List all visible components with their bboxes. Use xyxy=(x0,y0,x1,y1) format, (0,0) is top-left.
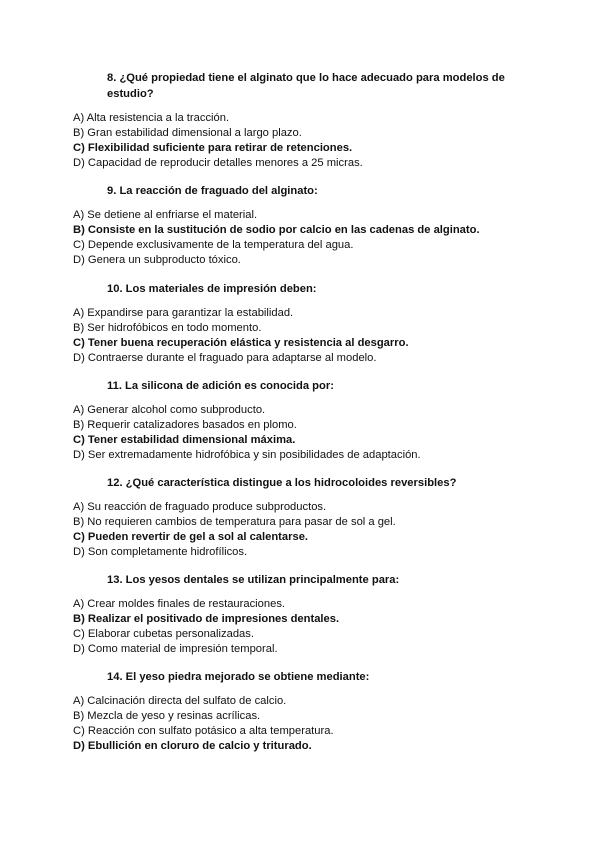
option-c-correct: C) Tener buena recuperación elástica y resistencia al desgarro. xyxy=(73,337,409,349)
option-a: A) Calcinación directa del sulfato de calcio. xyxy=(73,695,287,707)
option-c-correct: C) Flexibilidad suficiente para retirar de retenciones. xyxy=(73,142,353,154)
option-a: A) Su reacción de fraguado produce subproductos. xyxy=(73,501,327,513)
question-title: 14. El yeso piedra mejorado se obtiene mediante: xyxy=(107,671,370,683)
question-title: 8. ¿Qué propiedad tiene el alginato que lo hace adecuado para modelos de estudio? xyxy=(107,72,505,100)
question-14 xyxy=(73,669,533,754)
option-b: B) Ser hidrofóbicos en todo momento. xyxy=(73,322,262,334)
option-d: D) Genera un subproducto tóxico. xyxy=(73,254,241,266)
option-b: B) No requieren cambios de temperatura para pasar de sol a gel. xyxy=(73,516,396,528)
option-c: C) Elaborar cubetas personalizadas. xyxy=(73,628,254,640)
option-b-correct: B) Consiste en la sustitución de sodio por calcio en las cadenas de alginato. xyxy=(73,224,480,236)
question-8 xyxy=(73,70,533,171)
option-c: C) Reacción con sulfato potásico a alta temperatura. xyxy=(73,725,334,737)
option-c-correct: C) Pueden revertir de gel a sol al calentarse. xyxy=(73,531,309,543)
option-c-correct: C) Tener estabilidad dimensional máxima. xyxy=(73,434,296,446)
question-13 xyxy=(73,572,533,657)
option-d: D) Como material de impresión temporal. xyxy=(73,643,278,655)
option-a: A) Generar alcohol como subproducto. xyxy=(73,404,266,416)
option-c: C) Depende exclusivamente de la temperatura del agua. xyxy=(73,239,354,251)
option-d: D) Contraerse durante el fraguado para adaptarse al modelo. xyxy=(73,352,377,364)
question-title: 13. Los yesos dentales se utilizan principalmente para: xyxy=(107,574,400,586)
question-title: 10. Los materiales de impresión deben: xyxy=(107,283,317,295)
option-d: D) Ser extremadamente hidrofóbica y sin posibilidades de adaptación. xyxy=(73,449,421,461)
option-a: A) Alta resistencia a la tracción. xyxy=(73,112,230,124)
question-9 xyxy=(73,183,533,268)
option-b: B) Requerir catalizadores basados en plomo. xyxy=(73,419,297,431)
option-a: A) Se detiene al enfriarse el material. xyxy=(73,209,258,221)
option-d-correct: D) Ebullición en cloruro de calcio y triturado. xyxy=(73,740,312,752)
question-title: 11. La silicona de adición es conocida por: xyxy=(107,380,334,392)
option-b-correct: B) Realizar el positivado de impresiones dentales. xyxy=(73,613,340,625)
option-b: B) Mezcla de yeso y resinas acrílicas. xyxy=(73,710,261,722)
question-title: 12. ¿Qué característica distingue a los hidrocoloides reversibles? xyxy=(107,477,457,489)
question-11 xyxy=(73,378,533,463)
option-a: A) Crear moldes finales de restauraciones. xyxy=(73,598,286,610)
option-b: B) Gran estabilidad dimensional a largo plazo. xyxy=(73,127,302,139)
question-title: 9. La reacción de fraguado del alginato: xyxy=(107,185,318,197)
question-12 xyxy=(73,475,533,560)
option-d: D) Son completamente hidrofílicos. xyxy=(73,546,248,558)
option-a: A) Expandirse para garantizar la estabilidad. xyxy=(73,307,294,319)
option-d: D) Capacidad de reproducir detalles menores a 25 micras. xyxy=(73,157,363,169)
question-10 xyxy=(73,281,533,366)
